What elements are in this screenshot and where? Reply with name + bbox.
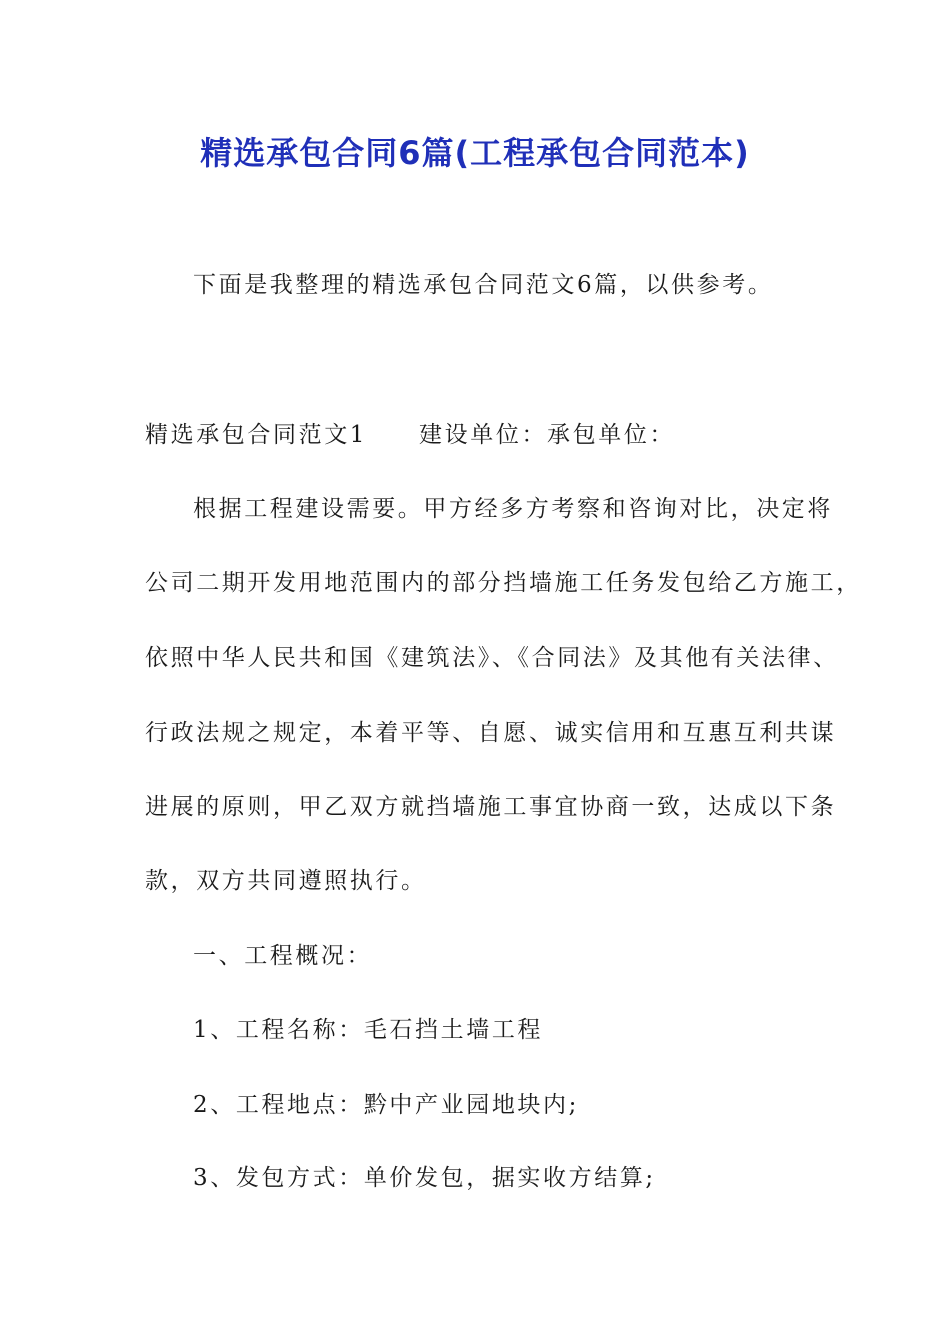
intro-paragraph: 下面是我整理的精选承包合同范文6篇，以供参考。	[193, 272, 774, 298]
paragraph-line: 依照中华人民共和国《建筑法》、《合同法》及其他有关法律、	[145, 645, 839, 671]
paragraph-line: 款，双方共同遵照执行。	[145, 868, 427, 894]
paragraph-line: 公司二期开发用地范围内的部分挡墙施工任务发包给乙方施工，	[145, 570, 862, 596]
section-heading: 精选承包合同范文1	[145, 422, 368, 448]
section-heading-row	[145, 420, 675, 450]
paragraph-line: 进展的原则，甲乙双方就挡墙施工事宜协商一致，达成以下条	[145, 794, 837, 820]
paragraph-line: 行政法规之规定，本着平等、自愿、诚实信用和互惠互利共谋	[145, 720, 837, 746]
document-title: 精选承包合同6篇(工程承包合同范本)	[200, 134, 750, 172]
list-item: 2、工程地点：黔中产业园地块内;	[193, 1092, 579, 1118]
list-item: 3、发包方式：单价发包，据实收方结算;	[193, 1165, 656, 1191]
parties-line: 建设单位：承包单位：	[419, 422, 676, 448]
paragraph-line: 根据工程建设需要。甲方经多方考察和咨询对比，决定将	[193, 496, 833, 522]
list-item: 1、工程名称：毛石挡土墙工程	[193, 1017, 544, 1043]
subheading-project-overview: 一、工程概况：	[193, 943, 373, 969]
